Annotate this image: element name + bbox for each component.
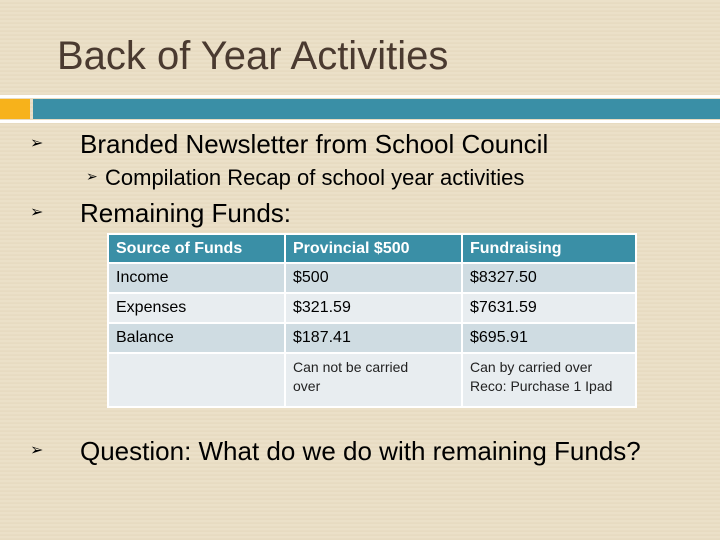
row-label: Expenses (108, 293, 285, 323)
cell-value: $8327.50 (462, 263, 636, 293)
cell-value: $500 (285, 263, 462, 293)
note-line: Can not be carried (293, 359, 409, 375)
arrow-bullet-icon: ➢ (30, 204, 44, 221)
accent-bar-teal (33, 99, 720, 119)
arrow-bullet-icon: ➢ (30, 442, 44, 459)
cell-value: $7631.59 (462, 293, 636, 323)
table-row-notes (108, 353, 636, 407)
note-provincial (285, 353, 462, 407)
accent-block-orange (0, 99, 30, 119)
sub-bullet-compilation: Compilation Recap of school year activities (105, 165, 525, 190)
slide-title: Back of Year Activities (57, 34, 449, 78)
header-provincial: Provincial $500 (285, 234, 462, 263)
funds-table (107, 233, 637, 408)
table-header-row (108, 234, 636, 263)
header-source: Source of Funds (108, 234, 285, 263)
divider-line (0, 95, 720, 98)
divider-line (0, 120, 720, 123)
cell-value: $187.41 (285, 323, 462, 353)
table-row (108, 263, 636, 293)
row-label: Income (108, 263, 285, 293)
table-row (108, 323, 636, 353)
note-fundraising (462, 353, 636, 407)
empty-cell (108, 353, 285, 407)
arrow-bullet-icon: ➢ (86, 168, 98, 184)
bullet-remaining-funds: Remaining Funds: (80, 198, 291, 228)
bullet-question: Question: What do we do with remaining Funds? (80, 436, 641, 466)
cell-value: $321.59 (285, 293, 462, 323)
note-line: Reco: Purchase 1 Ipad (470, 378, 613, 394)
header-fundraising: Fundraising (462, 234, 636, 263)
table-row (108, 293, 636, 323)
cell-value: $695.91 (462, 323, 636, 353)
bullet-newsletter: Branded Newsletter from School Council (80, 129, 549, 159)
note-line: Can by carried over (470, 359, 593, 375)
note-line: over (293, 378, 321, 394)
row-label: Balance (108, 323, 285, 353)
arrow-bullet-icon: ➢ (30, 135, 44, 152)
